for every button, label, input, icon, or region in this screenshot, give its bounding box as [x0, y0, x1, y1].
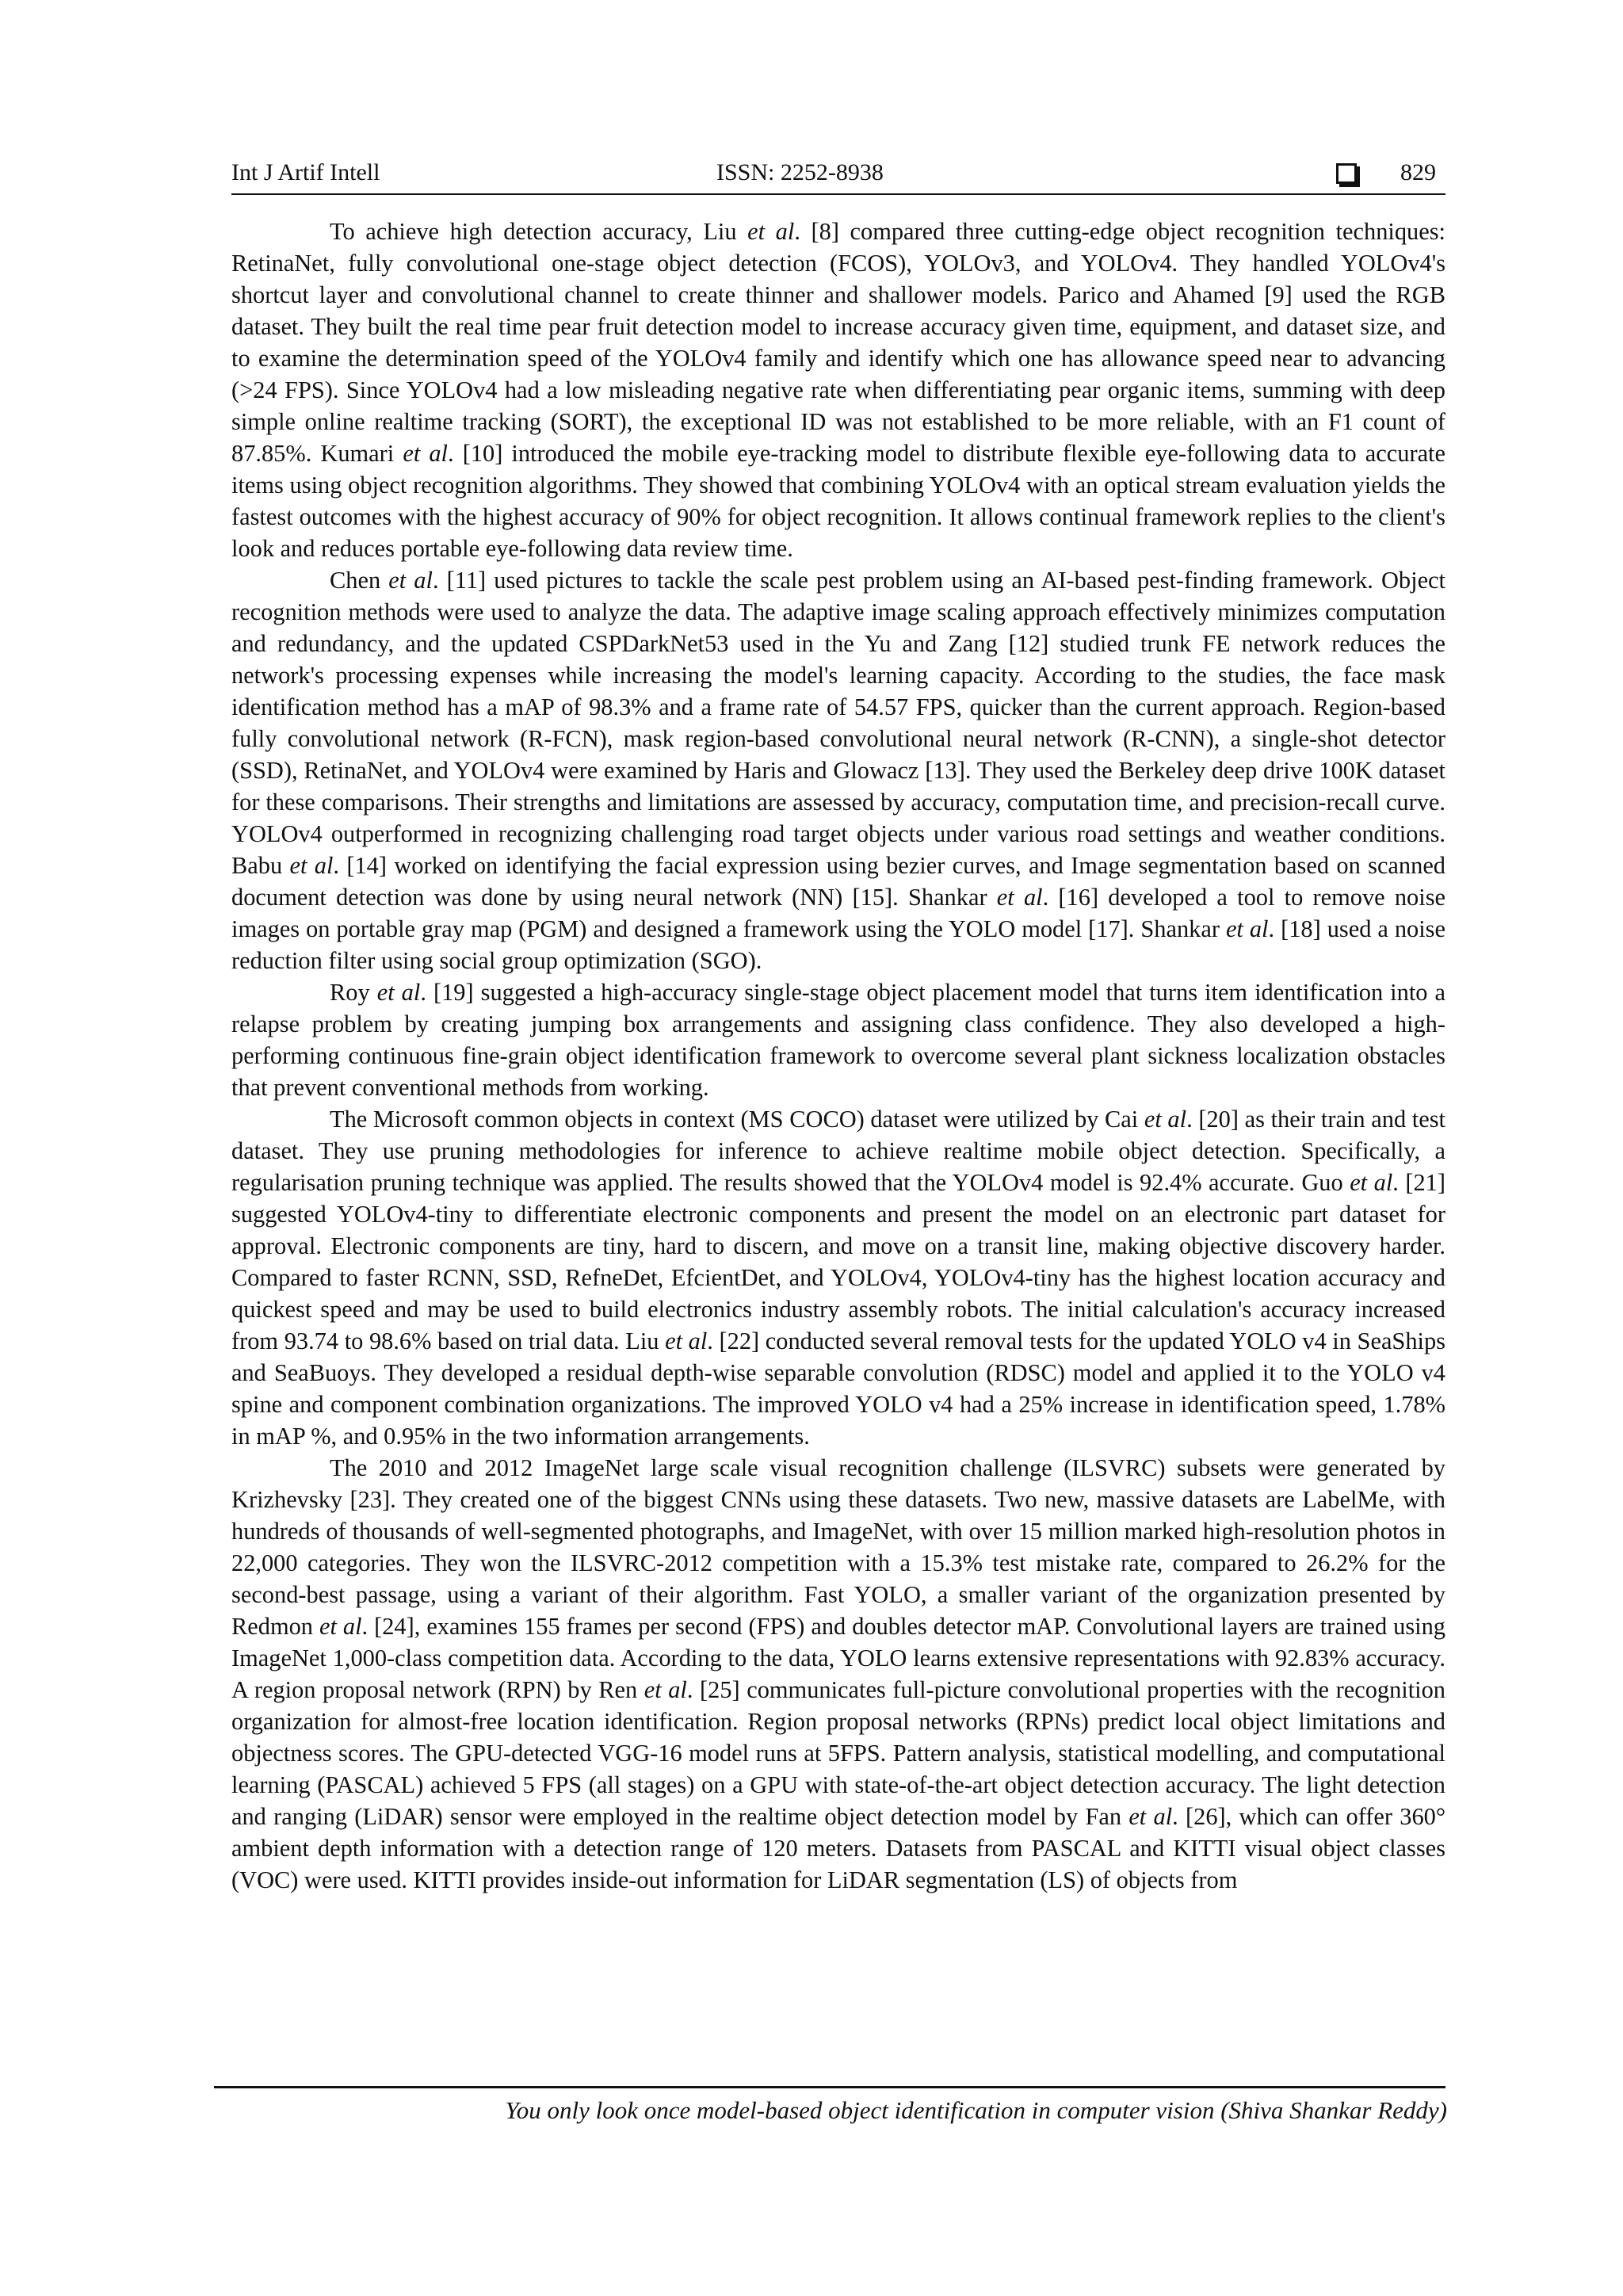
- square-box-icon: [1336, 163, 1357, 184]
- journal-name: Int J Artif Intell: [231, 159, 380, 185]
- text-segment: . [14] worked on identifying the facial expression using bezier curves, and Image segmentation based on scanned document detection was done by using neural network (NN) [15]. Shankar: [231, 852, 1445, 911]
- text-segment: To achieve high detection accuracy, Liu: [330, 218, 748, 245]
- paragraph: [231, 1452, 1445, 1896]
- issn-label: ISSN: 2252-8938: [716, 159, 884, 185]
- text-segment: . [18] used a noise reduction filter using social group optimization (SGO).: [231, 915, 1446, 974]
- paragraph: [231, 1103, 1445, 1452]
- running-footer: You only look once model-based object identification in computer vision (Shiva Shankar Reddy): [505, 2096, 1447, 2124]
- text-segment: . [10] introduced the mobile eye-tracking model to distribute flexible eye-following data to accurate items using object recognition algorithms. They showed that combining YOLOv4 with an optical stream evaluation yields the fastest outcomes with the highest accuracy of 90% for object recognition. It allows continual framework replies to the client's look and reduces portable eye-following data review time.: [231, 440, 1445, 562]
- header-rule: [231, 193, 1445, 195]
- text-segment: Roy: [330, 979, 377, 1006]
- text-segment: . [25] communicates full-picture convolutional properties with the recognition organization for almost-free location identification. Region proposal networks (RPNs) predict local object limitations and objectness scores. The GPU-detected VGG-16 model runs at 5FPS. Pattern analysis, statistical modelling, and computational learning (PASCAL) achieved 5 FPS (all stages) on a GPU with state-of-the-art object detection accuracy. The light detection and ranging (LiDAR) sensor were employed in the realtime object detection model by Fan: [231, 1676, 1445, 1830]
- italic-citation: et al: [996, 884, 1043, 911]
- text-segment: . [24], examines 155 frames per second (FPS) and doubles detector mAP. Convolutional layers are trained using ImageNet 1,000-class competition data. According to the data, YOLO learns extensive representations with 92.83% accuracy. A region proposal network (RPN) by Ren: [231, 1613, 1445, 1703]
- body-text: [231, 216, 1445, 1896]
- footer-rule: [214, 2086, 1445, 2088]
- text-segment: . [19] suggested a high-accuracy single-stage object placement model that turns item identification into a relapse problem by creating jumping box arrangements and assigning class confidence. They also developed a high-performing continuous fine-grain object identification framework to overcome several plant sickness localization obstacles that prevent conventional methods from working.: [231, 979, 1445, 1101]
- running-header: [231, 155, 1445, 190]
- italic-citation: et al: [403, 440, 448, 467]
- italic-citation: et al: [376, 979, 421, 1006]
- italic-citation: et al: [665, 1328, 708, 1354]
- italic-citation: et al: [1128, 1803, 1173, 1830]
- italic-citation: et al: [643, 1676, 687, 1703]
- text-segment: . [11] used pictures to tackle the scale pest problem using an AI-based pest-finding framework. Object recognition methods were used to analyze the data. The adaptive image scaling approach effectively minimizes computation and redundancy, and the updated CSPDarkNet53 used in the Yu and Zang [12] studied trunk FE network reduces the network's processing expenses while increasing the model's learning capacity. According to the studies, the face mask identification method has a mAP of 98.3% and a frame rate of 54.57 FPS, quicker than the current approach. Region-based fully convolutional network (R-FCN), mask region-based convolutional neural network (R-CNN), a single-shot detector (SSD), RetinaNet, and YOLOv4 were examined by Haris and Glowacz [13]. They used the Berkeley deep drive 100K dataset for these comparisons. Their strengths and limitations are assessed by accuracy, computation time, and precision-recall curve. YOLOv4 outperformed in recognizing challenging road target objects under various road settings and weather conditions. Babu: [231, 567, 1445, 879]
- paragraph: [231, 976, 1445, 1103]
- page-number: 829: [1400, 159, 1436, 185]
- italic-citation: et al: [747, 218, 795, 245]
- italic-citation: et al: [1350, 1169, 1393, 1196]
- paragraph: [231, 564, 1445, 976]
- text-segment: Chen: [330, 567, 389, 594]
- text-segment: The Microsoft common objects in context (MS COCO) dataset were utilized by Cai: [330, 1106, 1144, 1133]
- text-segment: . [20] as their train and test dataset. They use pruning methodologies for inference to achieve realtime mobile object detection. Specifically, a regularisation pruning technique was applied. The results showed that the YOLOv4 model is 92.4% accurate. Guo: [231, 1106, 1445, 1196]
- text-segment: The 2010 and 2012 ImageNet large scale visual recognition challenge (ILSVRC) subsets were generated by Krizhevsky [23]. They created one of the biggest CNNs using these datasets. Two new, massive datasets are LabelMe, with hundreds of thousands of well-segmented photographs, and ImageNet, with over 15 million marked high-resolution photos in 22,000 categories. They won the ILSVRC-2012 competition with a 15.3% test mistake rate, compared to 26.2% for the second-best passage, using a variant of their algorithm. Fast YOLO, a smaller variant of the organization presented by Redmon: [231, 1454, 1445, 1640]
- text-segment: . [8] compared three cutting-edge object recognition techniques: RetinaNet, fully convolutional one-stage object detection (FCOS), YOLOv3, and YOLOv4. They handled YOLOv4's shortcut layer and convolutional channel to create thinner and shallower models. Parico and Ahamed [9] used the RGB dataset. They built the real time pear fruit detection model to increase accuracy given time, equipment, and dataset size, and to examine the determination speed of the YOLOv4 family and identify which one has allowance speed near to advancing (>24 FPS). Since YOLOv4 had a low misleading negative rate when differentiating pear organic items, summing with deep simple online realtime tracking (SORT), the exceptional ID was not established to be more reliable, with an F1 count of 87.85%. Kumari: [231, 218, 1445, 467]
- paragraph: [231, 216, 1445, 564]
- italic-citation: et al: [319, 1613, 362, 1640]
- italic-citation: et al: [1225, 915, 1269, 942]
- text-segment: . [21] suggested YOLOv4-tiny to differentiate electronic components and present the model on an electronic part dataset for approval. Electronic components are tiny, hard to discern, and move on a transit line, making objective discovery harder. Compared to faster RCNN, SSD, RefneDet, EfcientDet, and YOLOv4, YOLOv4-tiny has the highest location accuracy and quickest speed and may be used to build electronics industry assembly robots. The initial calculation's accuracy increased from 93.74 to 98.6% based on trial data. Liu: [231, 1169, 1445, 1354]
- text-segment: . [16] developed a tool to remove noise images on portable gray map (PGM) and designed a framework using the YOLO model [17]. Shankar: [231, 884, 1446, 942]
- italic-citation: et al: [289, 852, 334, 879]
- italic-citation: et al: [1144, 1106, 1187, 1133]
- italic-citation: et al: [388, 567, 433, 594]
- text-segment: . [22] conducted several removal tests for the updated YOLO v4 in SeaShips and SeaBuoys. They developed a residual depth-wise separable convolution (RDSC) model and applied it to the YOLO v4 spine and component combination organizations. The improved YOLO v4 had a 25% increase in identification speed, 1.78% in mAP %, and 0.95% in the two information arrangements.: [231, 1328, 1445, 1450]
- text-segment: . [26], which can offer 360° ambient depth information with a detection range of 120 meters. Datasets from PASCAL and KITTI visual object classes (VOC) were used. KITTI provides inside-out information for LiDAR segmentation (LS) of objects from: [231, 1803, 1445, 1893]
